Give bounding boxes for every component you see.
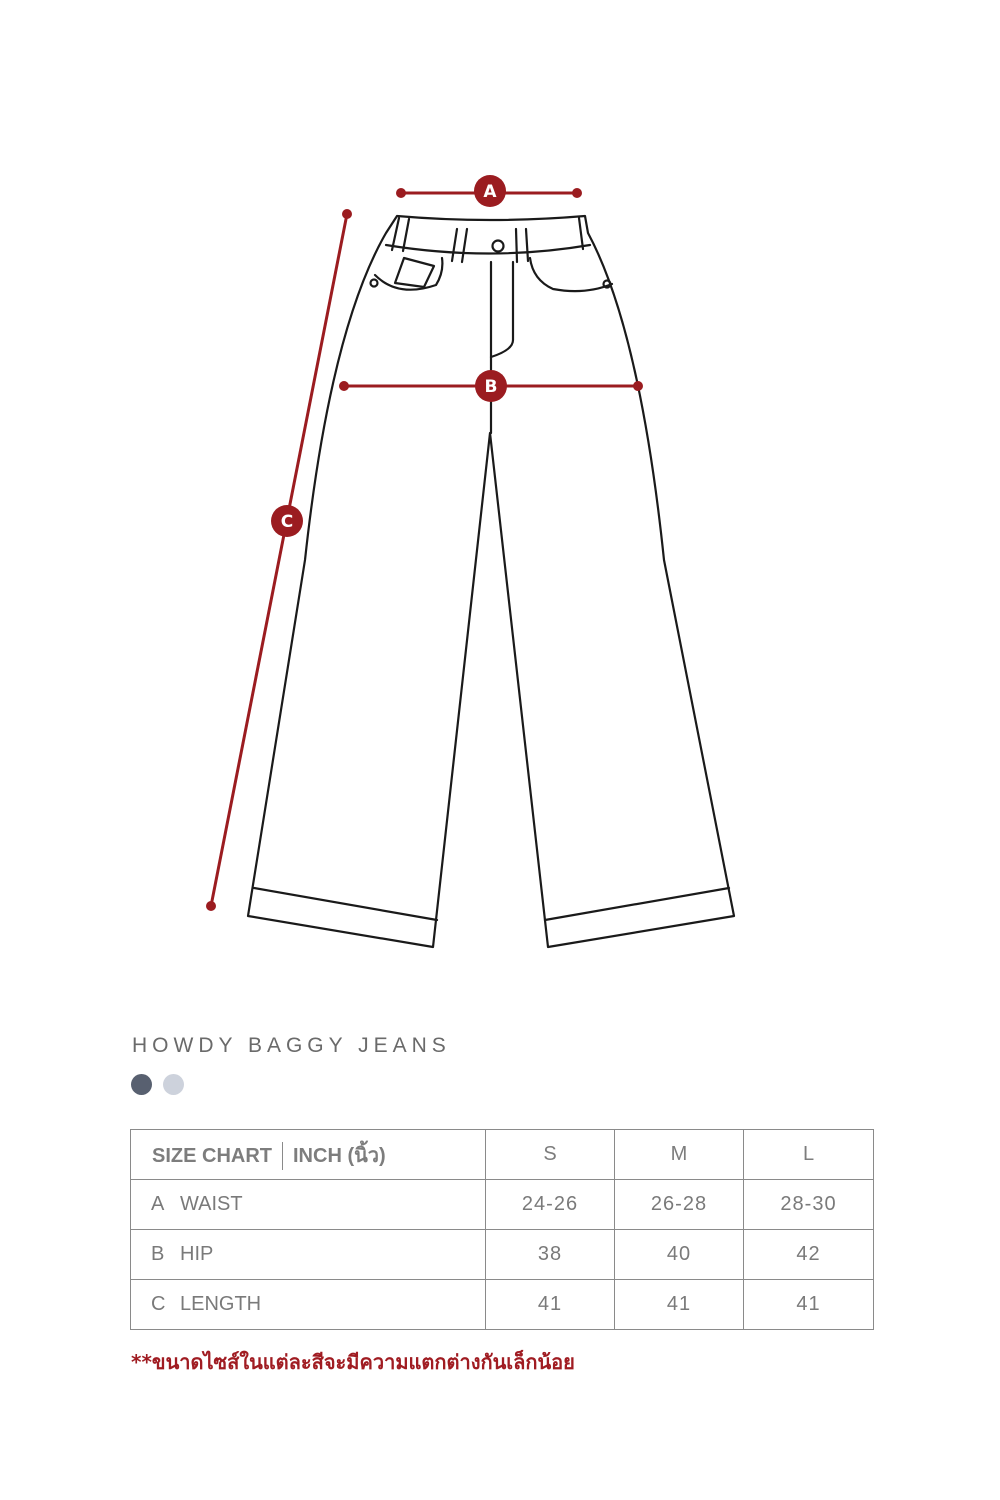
marker-b: [475, 370, 507, 402]
row-name: HIP: [180, 1243, 214, 1265]
table-cell: 38: [486, 1230, 615, 1280]
waist-endpoint-left: [396, 188, 406, 198]
cuff-right: [545, 888, 729, 920]
table-cell: 41: [744, 1280, 874, 1330]
size-header-s: S: [486, 1130, 615, 1180]
size-chart-header-row: [131, 1130, 874, 1180]
length-endpoint-top: [342, 209, 352, 219]
table-cell: 41: [486, 1280, 615, 1330]
table-row-length: [131, 1280, 874, 1330]
svg-text:B: B: [484, 377, 498, 397]
jeans-outline: [248, 216, 734, 947]
size-header-l: L: [744, 1130, 874, 1180]
belt-loop-center-right: [516, 229, 528, 262]
marker-c: [271, 505, 303, 537]
table-cell: 42: [744, 1230, 874, 1280]
color-swatch-dark[interactable]: [131, 1074, 152, 1095]
table-cell: 28-30: [744, 1180, 874, 1230]
measurement-guides: [206, 188, 643, 911]
table-cell: 24-26: [486, 1180, 615, 1230]
rivet-left: [371, 280, 378, 287]
belt-loop-right: [579, 218, 583, 249]
fly-stitch: [491, 262, 513, 357]
row-name: LENGTH: [180, 1293, 262, 1315]
header-divider: [282, 1142, 283, 1170]
size-chart-title-cell: [131, 1130, 486, 1180]
hip-endpoint-right: [633, 381, 643, 391]
length-endpoint-bottom: [206, 901, 216, 911]
cuff-left: [254, 888, 437, 920]
row-label: [131, 1280, 486, 1330]
svg-text:C: C: [280, 512, 294, 532]
color-swatch-light[interactable]: [163, 1074, 184, 1095]
waist-endpoint-right: [572, 188, 582, 198]
table-row-waist: [131, 1180, 874, 1230]
size-chart-label: SIZE CHART: [152, 1144, 272, 1167]
size-header-m: M: [615, 1130, 744, 1180]
table-cell: 40: [615, 1230, 744, 1280]
row-label: [131, 1230, 486, 1280]
rivet-right: [604, 281, 611, 288]
unit-label: INCH (นิ้ว): [293, 1144, 386, 1167]
hip-endpoint-left: [339, 381, 349, 391]
row-letter: A: [151, 1193, 165, 1215]
row-name: WAIST: [180, 1193, 243, 1215]
length-measure-line: [211, 214, 347, 906]
svg-text:A: A: [483, 182, 497, 202]
table-cell: 26-28: [615, 1180, 744, 1230]
belt-loop-center-left: [452, 229, 467, 262]
row-letter: B: [151, 1243, 165, 1265]
row-letter: C: [151, 1293, 166, 1315]
product-title: HOWDY BAGGY JEANS: [132, 1034, 451, 1057]
waistband-line: [386, 245, 590, 254]
marker-a: [474, 175, 506, 207]
coin-pocket: [395, 258, 434, 287]
table-row-hip: [131, 1230, 874, 1280]
pocket-right: [530, 258, 612, 291]
button: [493, 241, 504, 252]
table-cell: 41: [615, 1280, 744, 1330]
row-label: [131, 1180, 486, 1230]
size-chart-table: [130, 1129, 874, 1330]
size-note: **ขนาดไซส์ในแต่ละสีจะมีความแตกต่างกันเล็กน้อย: [131, 1350, 575, 1374]
